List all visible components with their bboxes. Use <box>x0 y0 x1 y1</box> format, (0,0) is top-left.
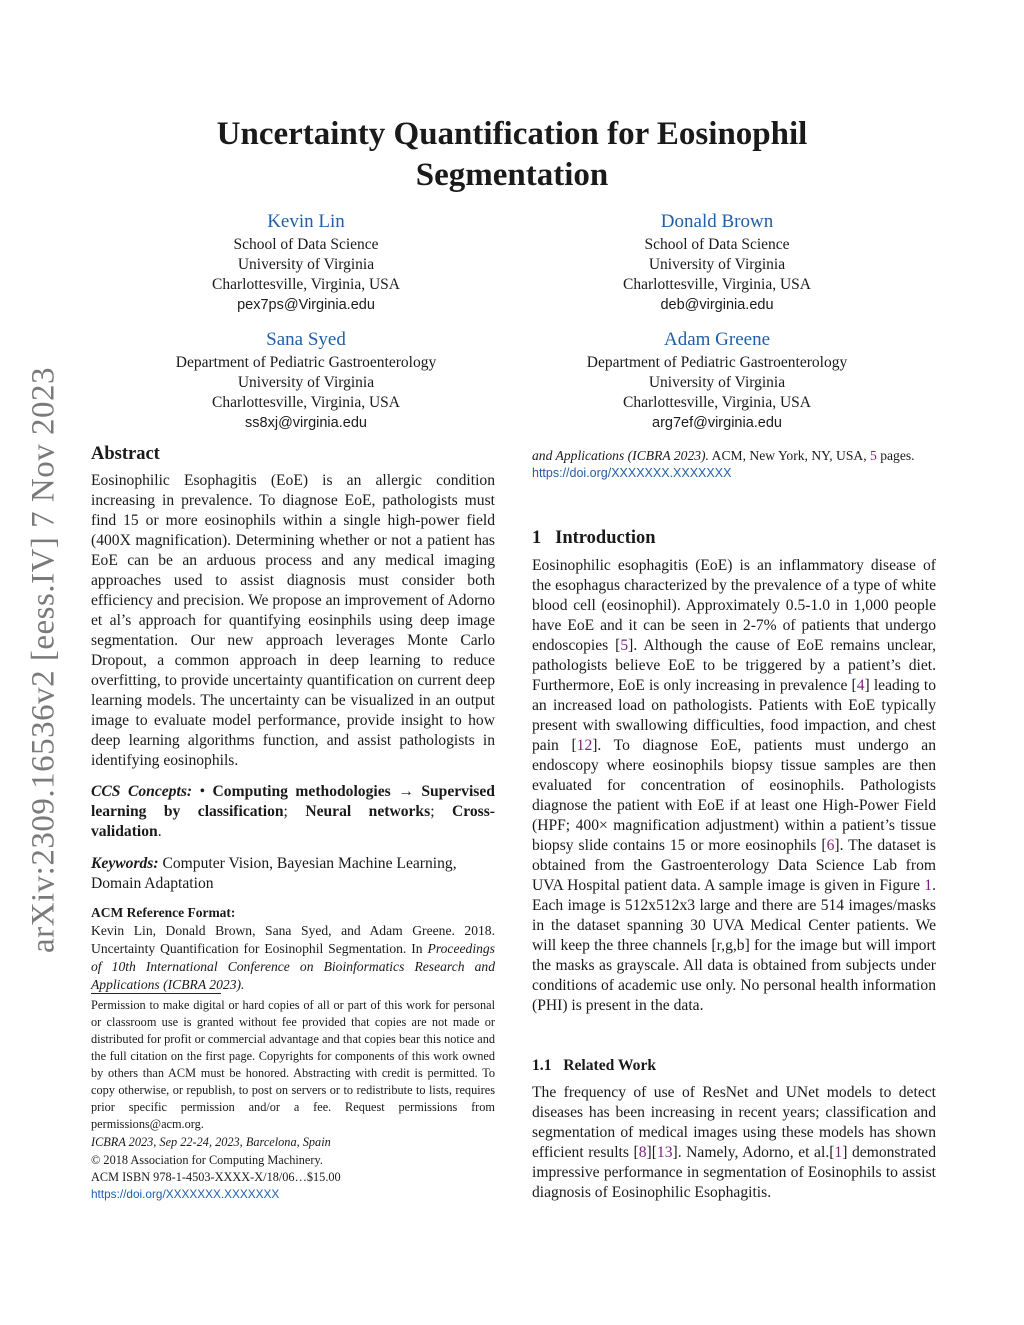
footnote-doi <box>91 1186 495 1203</box>
author-email[interactable]: arg7ef@virginia.edu <box>652 415 782 431</box>
acm-ref-venue: Proceedings of 10th International Conference on Bioinformatics Research and Applications (ICBRA 2023). <box>91 941 495 992</box>
citation-link[interactable]: 6 <box>826 837 835 854</box>
ccs-item-neural-networks: Neural networks <box>305 803 431 820</box>
arxiv-identifier-stamp: arXiv:2309.16536v2 [eess.IV] 7 Nov 2023 <box>25 367 62 953</box>
subsection-number: 1.1 <box>532 1057 552 1074</box>
acm-reference-format <box>91 904 495 992</box>
author-block-kevin-lin <box>116 210 496 315</box>
acm-ref-doi-link[interactable]: https://doi.org/XXXXXXX.XXXXXXX <box>532 466 732 480</box>
footnote-doi-link[interactable]: https://doi.org/XXXXXXX.XXXXXXX <box>91 1187 280 1201</box>
isbn-line: ACM ISBN 978-1-4503-XXXX-X/18/06…$15.00 <box>91 1170 341 1184</box>
ccs-bullet: • <box>199 783 206 800</box>
author-location: Charlottesville, Virginia, USA <box>212 276 400 293</box>
ccs-concepts <box>91 782 495 842</box>
citation-link[interactable]: 13 <box>656 1144 673 1161</box>
author-location: Charlottesville, Virginia, USA <box>212 394 400 411</box>
author-name[interactable]: Sana Syed <box>266 329 346 350</box>
keywords <box>91 854 495 894</box>
abstract-section <box>91 444 495 771</box>
citation-link[interactable]: 5 <box>620 637 629 654</box>
acm-ref-heading: ACM Reference Format: <box>91 905 236 920</box>
acm-ref-text <box>91 922 495 992</box>
introduction-text <box>532 556 936 1016</box>
author-name[interactable]: Kevin Lin <box>267 211 345 232</box>
permission-text: Permission to make digital or hard copies of all or part of this work for personal or classroom use is granted without fee provided that copies are not made or distributed for profit or commercial advantage and that copies bear this notice and the full citation on the first page. Copyrights for components of this work owned by others than ACM must be honored. Abstracting with credit is permitted. To copy otherwise, or republish, to post on servers or to redistribute to lists, requires prior specific permission and/or a fee. Request permissions from permissions@acm.org. <box>91 998 495 1131</box>
acm-ref-publisher: ACM, New York, NY, USA, <box>711 448 867 463</box>
author-block-sana-syed <box>116 328 496 433</box>
author-email[interactable]: deb@virginia.edu <box>660 297 774 313</box>
author-affiliation: School of Data Science <box>644 236 790 253</box>
related-work-heading <box>532 1057 936 1075</box>
intro-text-run: ] leading to an increased load on pathologists. Patients with EoE typically present with swallowing difficulties, food impaction, and chest pain [ <box>532 677 936 754</box>
related-work-section <box>532 1057 936 1203</box>
author-university: University of Virginia <box>237 256 375 273</box>
abstract-text: Eosinophilic Esophagitis (EoE) is an allergic condition increasing in prevalence. To diagnose EoE, pathologists must find 15 or more eosinophils within a single high-power field (400X magnification). Determining whether or not a patient has EoE can be an arduous process and any medical imaging approaches used to assist diagnosis must consider both efficiency and precision. We propose an improvement of Adorno et al’s approach for quantifying eosinphils using deep image segmentation. Our new approach leverages Monte Carlo Dropout, a common approach in deep learning to reduce overfitting, to provide uncertainty quantification on current deep learning models. The uncertainty can be visualized in an output image to evaluate model performance, provide insight to how deep learning algorithms function, and assist pathologists in identifying eosinophils. <box>91 472 495 769</box>
author-affiliation: School of Data Science <box>233 236 379 253</box>
ccs-label: CCS Concepts: <box>91 783 193 800</box>
related-text-run: ]. Namely, Adorno, et al.[ <box>672 1144 835 1161</box>
related-work-text <box>532 1083 936 1203</box>
author-location: Charlottesville, Virginia, USA <box>623 276 811 293</box>
acm-ref-venue-cont-text: and Applications (ICBRA 2023). <box>532 448 709 463</box>
abstract-heading: Abstract <box>91 444 160 464</box>
citation-link[interactable]: 8 <box>638 1144 647 1161</box>
copyright-footnote <box>91 997 495 1203</box>
related-text-run: The frequency of use of ResNet and UNet models to detect diseases has been increasing in recent years; classification and segmentation of medical images using these models has shown efficient results [ <box>532 1084 936 1161</box>
section-number: 1 <box>532 528 542 548</box>
conference-line: ICBRA 2023, Sep 22-24, 2023, Barcelona, Spain <box>91 1135 331 1149</box>
acm-ref-pages-link[interactable]: 5 <box>870 448 877 463</box>
footnote-divider <box>91 993 221 994</box>
related-text-run: ] demonstrated impressive performance in segmentation of Eosinophils to assist diagnosis of Eosinophilic Esophagitis. <box>532 1144 936 1201</box>
introduction-heading <box>532 528 936 549</box>
author-university: University of Virginia <box>237 374 375 391</box>
intro-text-run: ]. To diagnose EoE, patients must undergo an endoscopy where eosinophils biopsy tissue samples are then evaluated for concentration of eosinophils. Pathologists diagnose the patient with EoE if at least one High-Power Field (HPF; 400× magnification adjustment) within a patient’s tissue biopsy slide contains 15 or more eosinophils [ <box>532 737 936 854</box>
author-name[interactable]: Donald Brown <box>660 211 774 232</box>
citation-link[interactable]: 4 <box>856 677 865 694</box>
related-text-run: ][ <box>646 1144 657 1161</box>
author-affiliation: Department of Pediatric Gastroenterology <box>175 354 437 371</box>
citation-link[interactable]: 12 <box>576 737 593 754</box>
introduction-section <box>532 528 936 1016</box>
author-block-adam-greene <box>527 328 907 433</box>
ccs-separator: ; <box>430 803 435 820</box>
ccs-end: . <box>157 823 162 840</box>
citation-link[interactable]: 1 <box>834 1144 843 1161</box>
author-affiliation: Department of Pediatric Gastroenterology <box>586 354 848 371</box>
acm-ref-citation: Kevin Lin, Donald Brown, Sana Syed, and Adam Greene. 2018. Uncertainty Quantification for Eosinophil Segmentation. In <box>91 923 495 956</box>
intro-text-run: . Each image is 512x512x3 large and there are 514 images/masks in the dataset spanning 30 UVA Medical Center patients. We will keep the three channels [r,g,b] for the image but will import the masks as grayscale. All data is obtained from subjects under conditions of academic use only. No personal health information (PHI) is present in the data. <box>532 877 936 1014</box>
keywords-paragraph <box>91 854 495 894</box>
keywords-label: Keywords: <box>91 855 159 872</box>
acm-reference-continuation <box>532 447 936 482</box>
ccs-item-computing-methodologies: Computing methodologies → Supervised learning by classification <box>91 783 495 820</box>
title-line-1: Uncertainty Quantification for Eosinophil <box>216 116 808 152</box>
author-email[interactable]: ss8xj@virginia.edu <box>245 415 367 431</box>
intro-text-run: Eosinophilic esophagitis (EoE) is an inflammatory disease of the esophagus characterized by the prevalence of a type of white blood cell (eosinophil). Approximately 0.5-1.0 in 1,000 people have EoE and it can be seen in 2-7% of patients that undergo endoscopies [ <box>532 557 936 654</box>
subsection-title: Related Work <box>563 1057 657 1074</box>
keywords-text: Computer Vision, Bayesian Machine Learning, Domain Adaptation <box>91 855 457 892</box>
intro-text-run: ]. The dataset is obtained from the Gastroenterology Data Science Lab from UVA Hospital patient data. A sample image is given in Figure <box>532 837 936 894</box>
figure-link[interactable]: 1 <box>924 877 933 894</box>
ccs-paragraph <box>91 782 495 842</box>
author-email[interactable]: pex7ps@Virginia.edu <box>237 297 375 313</box>
section-title: Introduction <box>555 528 656 548</box>
copyright-line: © 2018 Association for Computing Machinery. <box>91 1153 323 1167</box>
author-location: Charlottesville, Virginia, USA <box>623 394 811 411</box>
ccs-item-cross-validation: Cross-validation <box>91 803 495 840</box>
author-block-donald-brown <box>527 210 907 315</box>
author-name[interactable]: Adam Greene <box>663 329 771 350</box>
acm-ref-pages-word: pages. <box>880 448 915 463</box>
author-university: University of Virginia <box>648 374 786 391</box>
acm-ref-venue-cont <box>532 447 936 465</box>
intro-text-run: ]. Although the cause of EoE remains unclear, pathologists believe EoE to be triggered by a patient’s diet. Furthermore, EoE is only increasing in prevalence [ <box>532 637 937 694</box>
paper-title <box>100 114 924 196</box>
author-university: University of Virginia <box>648 256 786 273</box>
acm-ref-doi <box>532 465 936 482</box>
ccs-separator: ; <box>283 803 288 820</box>
title-line-2: Segmentation <box>415 157 609 193</box>
